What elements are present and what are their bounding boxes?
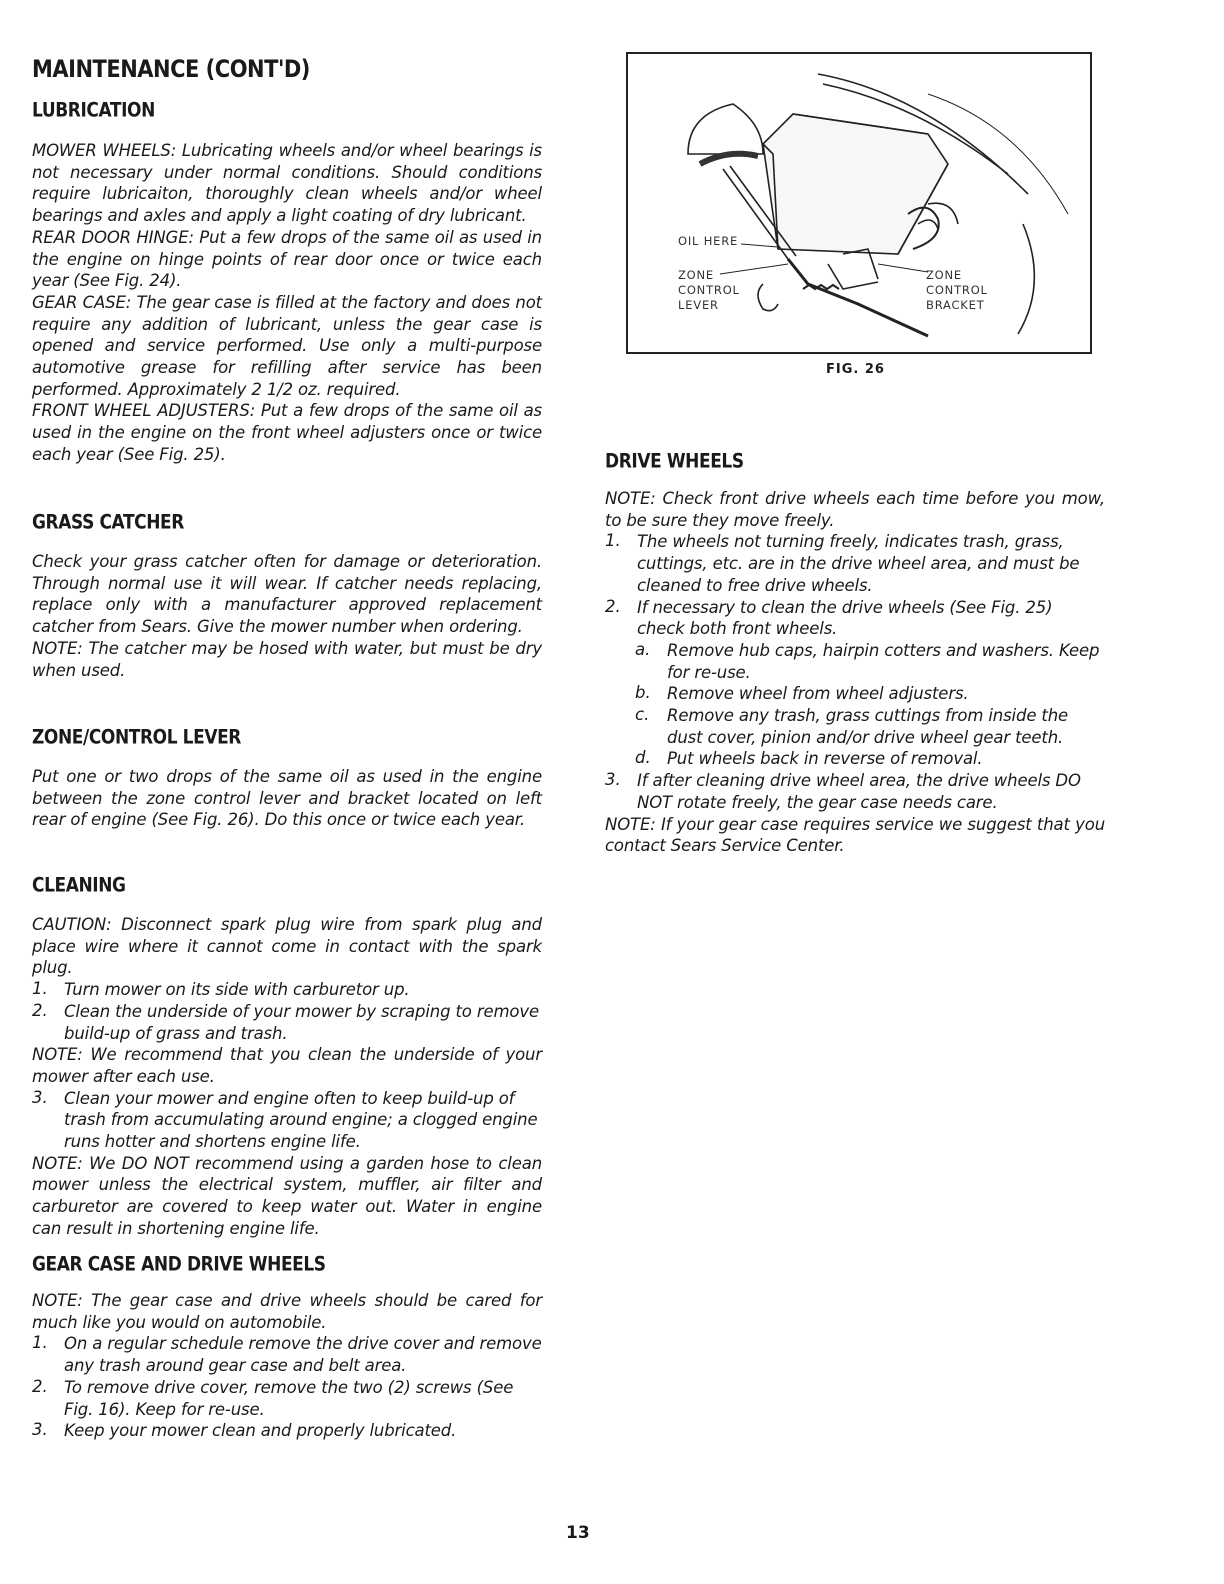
sub-list-item (605, 683, 1105, 705)
label-line: BRACKET (926, 298, 985, 312)
lubrication-paragraph: REAR DOOR HINGE: Put a few drops of the same oil as used in the engine on hinge points of rear door once or twice each year (See Fig. 24). (32, 227, 542, 291)
cleaning-note: NOTE: We DO NOT recommend using a garden hose to clean mower unless the electrical system, muffler, air filter and carburetor are covered to keep water out. Water in engine can result in shortening engine life. (32, 1153, 542, 1238)
list-letter: c. (635, 705, 650, 725)
drive-wheels-note: NOTE: Check front drive wheels each time before you mow, to be sure they move freely. (605, 489, 1105, 530)
lubrication-heading: LUBRICATION (32, 99, 155, 122)
grass-catcher-body (32, 551, 542, 681)
list-number: 2. (605, 596, 621, 616)
list-item (32, 1377, 542, 1420)
label-line: ZONE (926, 268, 962, 282)
lubrication-paragraph: GEAR CASE: The gear case is filled at the factory and does not require any addition of lubricant, unless the gear case is opened and service performed. Use only a multi-purpose automotive grease for refilling after service has been performed. Approximately 2 1/2 oz. required. (32, 292, 542, 399)
list-text: To remove drive cover, remove the two (2) screws (See Fig. 16). Keep for re-use. (64, 1377, 514, 1419)
grass-catcher-paragraph: NOTE: The catcher may be hosed with water, but must be dry when used. (32, 638, 542, 680)
zone-control-body (32, 766, 542, 831)
list-number: 3. (32, 1087, 48, 1107)
list-text: The wheels not turning freely, indicates trash, grass, cuttings, etc. are in the drive wheel area, and must be cleaned to free drive wheels. (637, 532, 1080, 595)
list-item (32, 1420, 542, 1442)
list-item (605, 597, 1105, 640)
list-number: 1. (32, 1333, 48, 1353)
label-oil-here: OIL HERE (678, 234, 739, 248)
sub-list-item (605, 705, 1105, 748)
grass-catcher-paragraph: Check your grass catcher often for damage or deterioration. Through normal use it will wear. If catcher needs replacing, replace only with a manufacturer approved replacement catcher from Sears. Give the mower number when ordering. (32, 552, 542, 637)
list-item (32, 979, 542, 1001)
drive-wheels-body (605, 488, 1105, 857)
list-text: If after cleaning drive wheel area, the drive wheels DO NOT rotate freely, the gear case needs care. (637, 771, 1081, 812)
list-item (32, 1333, 542, 1376)
list-text: Clean your mower and engine often to keep build-up of trash from accumulating around engine; a clogged engine runs hotter and shortens engine life. (64, 1088, 538, 1152)
zone-control-heading: ZONE/CONTROL LEVER (32, 726, 241, 749)
lubrication-paragraph: FRONT WHEEL ADJUSTERS: Put a few drops of the same oil as used in the engine on the front wheel adjusters once or twice each year (See Fig. 25). (32, 401, 542, 464)
list-text: Turn mower on its side with carburetor up. (64, 980, 410, 1000)
sub-list-item (605, 640, 1105, 683)
list-number: 3. (32, 1420, 48, 1440)
list-letter: b. (635, 683, 651, 703)
lubrication-paragraph: MOWER WHEELS: Lubricating wheels and/or wheel bearings is not necessary under normal conditions. Should conditions require lubricaiton, thoroughly clean wheels and/or wheel bearings and axles and apply a light coating of dry lubricant. (32, 141, 542, 226)
label-line: CONTROL (926, 283, 988, 297)
list-text: Clean the underside of your mower by scraping to remove build-up of grass and trash. (64, 1001, 539, 1043)
cleaning-body (32, 914, 542, 1240)
list-letter: a. (635, 639, 651, 659)
label-line: LEVER (678, 298, 719, 312)
gear-case-heading: GEAR CASE AND DRIVE WHEELS (32, 1253, 326, 1276)
figure-26 (626, 52, 1092, 354)
sub-list-item (605, 748, 1105, 770)
list-text: Remove hub caps, hairpin cotters and washers. Keep for re-use. (667, 640, 1100, 682)
list-text: If necessary to clean the drive wheels (See Fig. 25) check both front wheels. (637, 597, 1053, 639)
list-text: Remove wheel from wheel adjusters. (667, 684, 969, 704)
grass-catcher-heading: GRASS CATCHER (32, 511, 184, 534)
drive-wheels-heading: DRIVE WHEELS (605, 450, 744, 473)
page-number: 13 (566, 1523, 590, 1543)
list-item (32, 1088, 542, 1153)
gear-case-body (32, 1290, 542, 1442)
list-text: Keep your mower clean and properly lubricated. (64, 1421, 457, 1441)
list-text: On a regular schedule remove the drive cover and remove any trash around gear case and belt area. (64, 1334, 542, 1376)
cleaning-note: NOTE: We recommend that you clean the underside of your mower after each use. (32, 1045, 542, 1086)
list-text: Put wheels back in reverse of removal. (667, 749, 983, 769)
list-text: Remove any trash, grass cuttings from inside the dust cover, pinion and/or drive wheel gear teeth. (667, 706, 1069, 747)
label-line: CONTROL (678, 283, 740, 297)
list-item (32, 1001, 542, 1044)
list-letter: d. (635, 748, 651, 768)
cleaning-heading: CLEANING (32, 874, 126, 897)
label-zone-control-bracket (926, 268, 988, 313)
zone-control-paragraph: Put one or two drops of the same oil as used in the engine between the zone control lever and bracket located on left rear of engine (See Fig. 26). Do this once or twice each year. (32, 767, 542, 830)
list-number: 2. (32, 1000, 48, 1020)
list-number: 1. (32, 979, 48, 999)
page-title: MAINTENANCE (CONT'D) (32, 55, 310, 83)
label-zone-control-lever (678, 268, 740, 313)
lubrication-body (32, 140, 542, 466)
figure-caption: FIG. 26 (826, 362, 885, 377)
list-item (605, 531, 1105, 596)
gear-case-note: NOTE: The gear case and drive wheels should be cared for much like you would on automobile. (32, 1291, 542, 1332)
label-line: ZONE (678, 268, 714, 282)
drive-wheels-note: NOTE: If your gear case requires service we suggest that you contact Sears Service Center. (605, 814, 1105, 856)
list-number: 1. (605, 531, 621, 551)
cleaning-caution: CAUTION: Disconnect spark plug wire from spark plug and place wire where it cannot come in contact with the spark plug. (32, 915, 542, 978)
list-number: 3. (605, 770, 621, 790)
list-number: 2. (32, 1376, 48, 1396)
list-item (605, 770, 1105, 813)
